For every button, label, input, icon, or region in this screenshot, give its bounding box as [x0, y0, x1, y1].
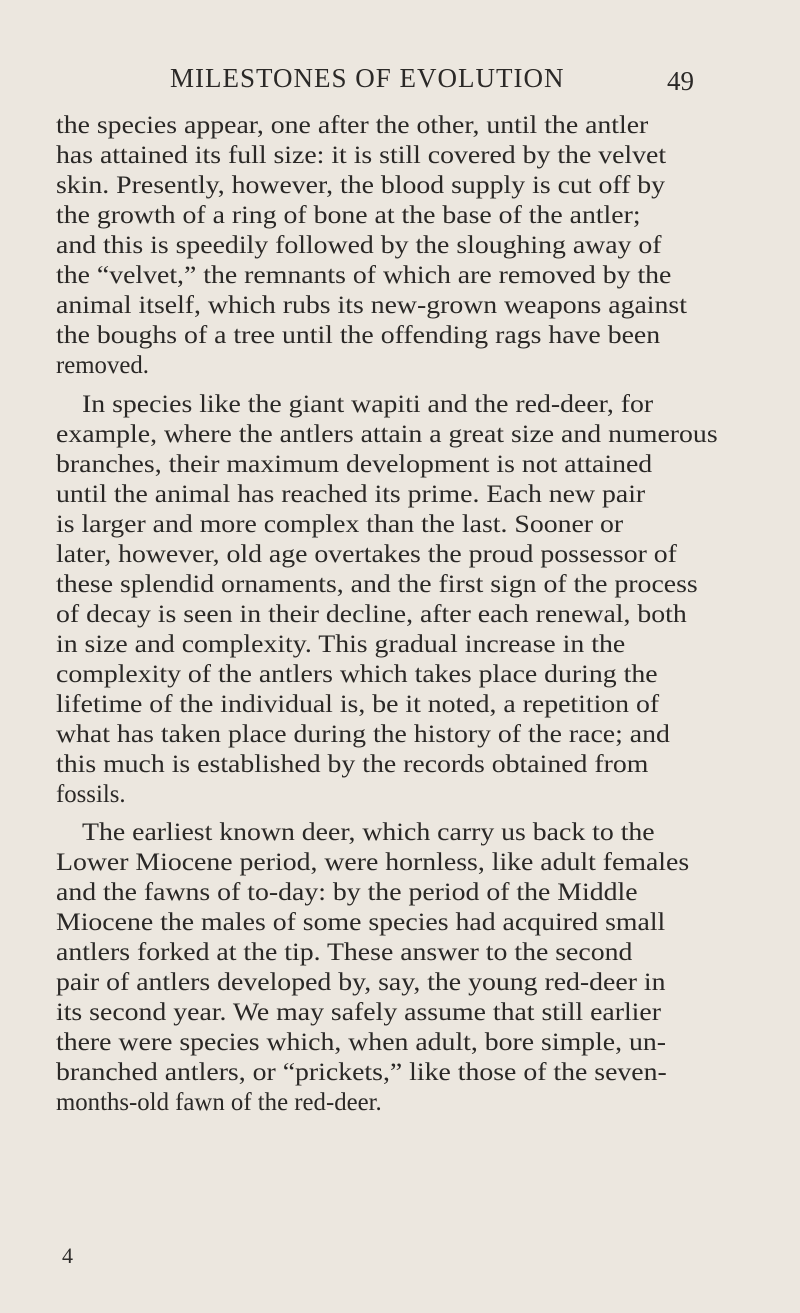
text-line: the species appear, one after the other, until the antler: [56, 112, 649, 139]
text-line: example, where the antlers attain a great size and numerous: [56, 421, 718, 448]
text-line: lifetime of the individual is, be it noted, a repetition of: [56, 691, 660, 718]
text-line: animal itself, which rubs its new-grown weapons against: [56, 292, 687, 319]
text-line: The earliest known deer, which carry us back to the: [82, 819, 655, 846]
text-line: there were species which, when adult, bore simple, un-: [56, 1029, 667, 1056]
text-line: pair of antlers developed by, say, the young red-deer in: [56, 969, 666, 996]
text-line: the “velvet,” the remnants of which are removed by the: [56, 262, 672, 289]
text-line: in size and complexity. This gradual increase in the: [56, 631, 626, 658]
text-line: branches, their maximum development is not attained: [56, 451, 653, 478]
text-line: has attained its full size: it is still covered by the velvet: [56, 142, 667, 169]
text-line: what has taken place during the history of the race; and: [56, 721, 670, 748]
page-number: 49: [667, 66, 694, 96]
text-line: the growth of a ring of bone at the base of the antler;: [56, 202, 641, 229]
text-line: skin. Presently, however, the blood supply is cut off by: [56, 172, 666, 199]
text-line: its second year. We may safely assume that still earlier: [56, 999, 661, 1026]
text-line: the boughs of a tree until the offending rags have been: [56, 322, 661, 349]
text-line: and this is speedily followed by the sloughing away of: [56, 232, 662, 259]
text-line: Lower Miocene period, were hornless, like adult females: [56, 849, 690, 876]
running-head: MILESTONES OF EVOLUTION: [170, 63, 565, 93]
text-line: complexity of the antlers which takes place during the: [56, 661, 658, 688]
text-line: is larger and more complex than the last. Sooner or: [56, 511, 624, 538]
text-line: fossils.: [56, 781, 126, 808]
text-line: branched antlers, or “prickets,” like those of the seven-: [56, 1059, 667, 1086]
text-line: and the fawns of to-day: by the period of the Middle: [56, 879, 638, 906]
text-line: these splendid ornaments, and the first sign of the process: [56, 571, 698, 598]
text-line: removed.: [56, 352, 149, 379]
text-line: months-old fawn of the red-deer.: [56, 1089, 382, 1116]
text-line: Miocene the males of some species had acquired small: [56, 909, 666, 936]
text-line: In species like the giant wapiti and the red-deer, for: [82, 391, 654, 418]
text-line: later, however, old age overtakes the proud possessor of: [56, 541, 677, 568]
text-line: antlers forked at the tip. These answer to the second: [56, 939, 633, 966]
signature-mark: 4: [62, 1243, 73, 1268]
text-line: of decay is seen in their decline, after each renewal, both: [56, 601, 687, 628]
text-line: this much is established by the records obtained from: [56, 751, 649, 778]
text-line: until the animal has reached its prime. Each new pair: [56, 481, 646, 508]
